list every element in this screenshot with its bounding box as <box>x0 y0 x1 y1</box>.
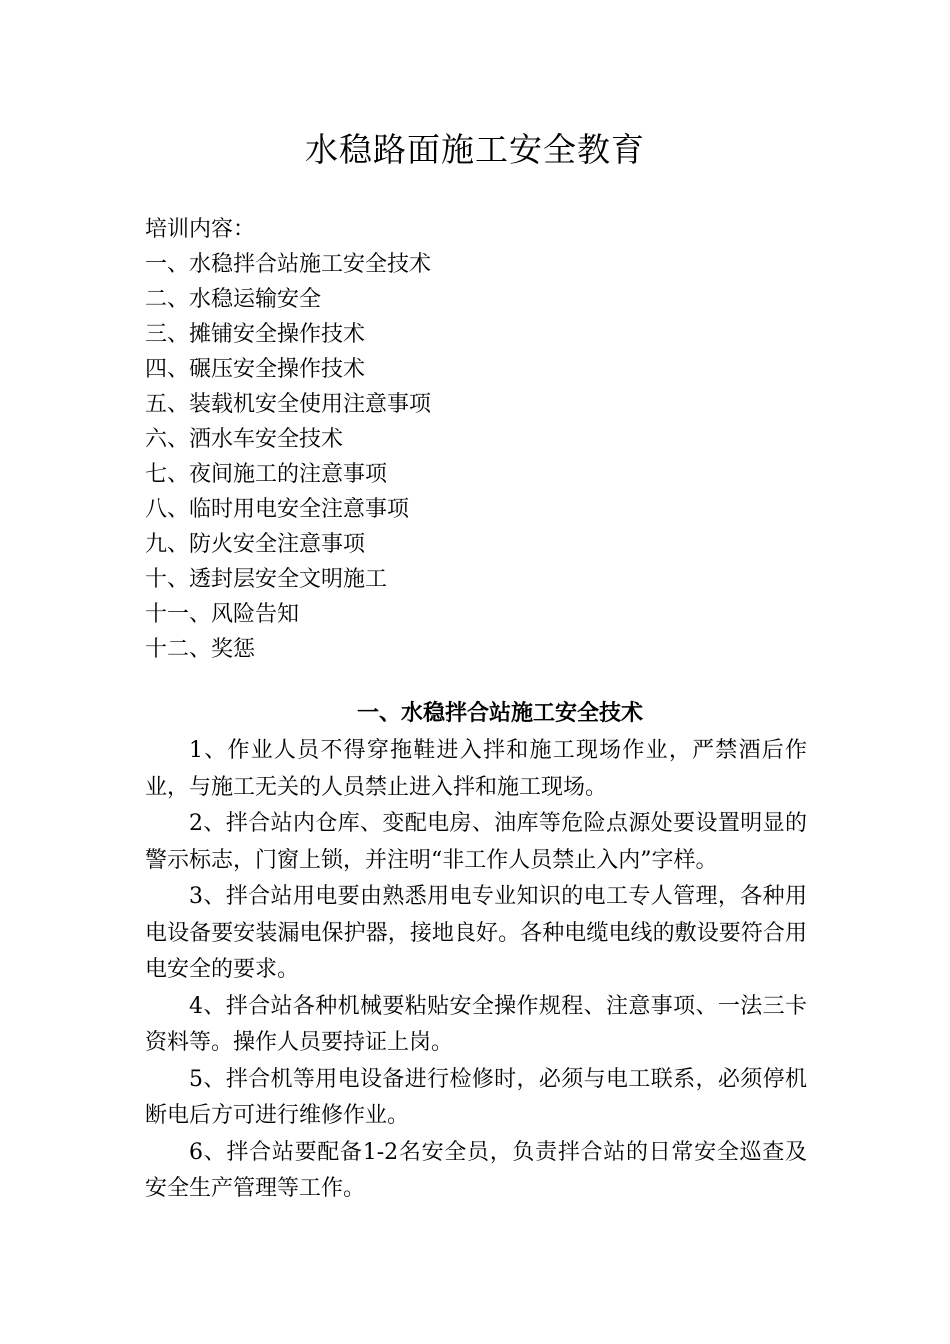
toc-item: 八、临时用电安全注意事项 <box>145 497 410 522</box>
paragraph: 1、作业人员不得穿拖鞋进入拌和施工现场作业，严禁酒后作业，与施工无关的人员禁止进入拌和施工现场。 <box>145 738 807 800</box>
toc-item: 一、水稳拌合站施工安全技术 <box>145 252 432 277</box>
toc-item: 十一、风险告知 <box>145 602 300 627</box>
paragraph: 3、拌合站用电要由熟悉用电专业知识的电工专人管理，各种用电设备要安装漏电保护器，接地良好。各种电缆电线的敷设要符合用电安全的要求。 <box>145 884 807 982</box>
toc-item: 九、防火安全注意事项 <box>145 532 366 557</box>
paragraph: 2、拌合站内仓库、变配电房、油库等危险点源处要设置明显的警示标志，门窗上锁，并注明“非工作人员禁止入内”字样。 <box>145 811 807 873</box>
section-body <box>145 733 807 1208</box>
toc-item: 三、摊铺安全操作技术 <box>145 322 366 347</box>
section-heading: 一、水稳拌合站施工安全技术 <box>356 700 643 726</box>
paragraph: 6、拌合站要配备1-2名安全员，负责拌合站的日常安全巡查及安全生产管理等工作。 <box>145 1139 807 1201</box>
toc-heading: 培训内容： <box>145 217 256 242</box>
toc-item: 十、透封层安全文明施工 <box>145 567 388 592</box>
document-title: 水稳路面施工安全教育 <box>305 130 645 169</box>
paragraph: 5、拌合机等用电设备进行检修时，必须与电工联系，必须停机断电后方可进行维修作业。 <box>145 1066 807 1128</box>
toc-item: 二、水稳运输安全 <box>145 287 322 312</box>
toc-item: 七、夜间施工的注意事项 <box>145 462 388 487</box>
toc-item: 六、洒水车安全技术 <box>145 427 344 452</box>
toc-item: 五、装载机安全使用注意事项 <box>145 392 432 417</box>
paragraph: 4、拌合站各种机械要粘贴安全操作规程、注意事项、一法三卡资料等。操作人员要持证上岗。 <box>145 993 807 1055</box>
toc-item: 十二、奖惩 <box>145 637 256 662</box>
training-contents-list <box>145 212 825 667</box>
toc-item: 四、碾压安全操作技术 <box>145 357 366 382</box>
